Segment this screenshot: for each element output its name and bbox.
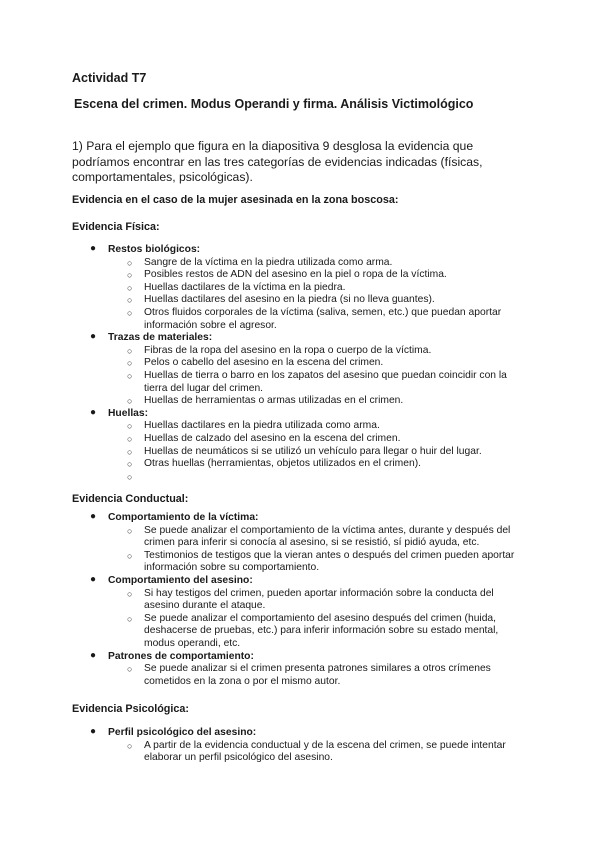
circle-bullet-icon: ○	[127, 270, 133, 281]
intro-paragraph: 1) Para el ejemplo que figura en la diapositiva 9 desglosa la evidencia que podríamos encontrar en las tres categorías de evidencias indicadas (físicas, comportamentales, psicológicas).	[72, 139, 483, 184]
item-text: Huellas dactilares en la piedra utilizada como arma.	[144, 420, 380, 432]
list-item	[72, 458, 528, 471]
item-text: Otras huellas (herramientas, objetos utilizados en el crimen).	[144, 458, 421, 470]
fisica-list	[72, 244, 528, 483]
circle-bullet-icon: ○	[127, 307, 133, 318]
list-item	[72, 433, 528, 446]
list-item	[72, 420, 528, 433]
circle-bullet-icon: ○	[127, 433, 133, 444]
conductual-list	[72, 512, 528, 688]
circle-bullet-icon: ○	[127, 613, 133, 624]
circle-bullet-icon: ○	[127, 421, 133, 432]
list-item	[72, 294, 528, 307]
list-item	[72, 370, 528, 395]
group-label: Comportamiento de la víctima:	[108, 512, 259, 523]
list-item	[72, 446, 528, 459]
circle-bullet-icon: ○	[127, 396, 133, 407]
circle-bullet-icon: ○	[127, 550, 133, 561]
list-item	[72, 740, 528, 765]
item-text: Posibles restos de ADN del asesino en la piel o ropa de la víctima.	[144, 269, 447, 281]
circle-bullet-icon: ○	[127, 740, 133, 751]
list-item	[72, 269, 528, 282]
list-item	[72, 550, 528, 575]
item-text: Otros fluidos corporales de la víctima (saliva, semen, etc.) que puedan aportar información sobre el agresor.	[144, 306, 502, 331]
fisica-heading: Evidencia Física:	[72, 221, 160, 233]
bullet-icon: ●	[90, 649, 97, 661]
item-text: Huellas de tierra o barro en los zapatos del asesino que puedan coincidir con la tierra del lugar del crimen.	[144, 369, 507, 394]
circle-bullet-icon: ○	[127, 588, 133, 599]
list-group	[72, 512, 528, 525]
list-item	[72, 307, 528, 332]
bullet-icon: ●	[90, 331, 97, 343]
group-label: Perfil psicológico del asesino:	[108, 727, 257, 738]
item-text: Sangre de la víctima en la piedra utilizada como arma.	[144, 256, 393, 268]
case-heading: Evidencia en el caso de la mujer asesinada en la zona boscosa:	[72, 194, 399, 206]
list-item	[72, 588, 528, 613]
group-label: Restos biológicos:	[108, 244, 201, 255]
circle-bullet-icon: ○	[127, 459, 133, 470]
item-text: Fibras de la ropa del asesino en la ropa o cuerpo de la víctima.	[144, 344, 432, 356]
bullet-icon: ●	[90, 726, 97, 737]
list-group	[72, 727, 528, 740]
item-text: Huellas dactilares del asesino en la piedra (si no lleva guantes).	[144, 294, 435, 306]
list-item	[72, 357, 528, 370]
group-label: Comportamiento del asesino:	[108, 574, 253, 586]
item-text: A partir de la evidencia conductual y de la escena del crimen, se puede intentar elaborar un perfil psicológico del asesino.	[144, 739, 506, 764]
item-text: Huellas de neumáticos si se utilizó un vehículo para llegar o huir del lugar.	[144, 445, 482, 457]
item-text: Se puede analizar el comportamiento del asesino después del crimen (huida, deshacerse de pruebas, etc.) para inferir información sobre su estado mental, modus operandi, etc.	[144, 612, 499, 649]
item-text: Pelos o cabello del asesino en la escena del crimen.	[144, 357, 384, 369]
bullet-icon: ●	[90, 511, 97, 522]
group-label: Huellas:	[108, 407, 149, 419]
bullet-icon: ●	[90, 243, 97, 254]
item-text: Se puede analizar el comportamiento de la víctima antes, durante y después del crimen para inferir si conocía al asesino, si se resistió, sí pidió ayuda, etc.	[144, 524, 511, 549]
list-item	[72, 471, 528, 484]
circle-bullet-icon: ○	[127, 370, 133, 381]
psicologica-heading: Evidencia Psicológica:	[72, 703, 190, 715]
item-text: Si hay testigos del crimen, pueden aportar información sobre la conducta del asesino durante el ataque.	[144, 587, 494, 612]
list-item	[72, 395, 528, 408]
circle-bullet-icon: ○	[127, 345, 133, 356]
circle-bullet-icon: ○	[127, 257, 133, 268]
list-item	[72, 257, 528, 270]
group-label: Trazas de materiales:	[108, 332, 213, 344]
bullet-icon: ●	[90, 406, 97, 418]
list-group	[72, 575, 528, 588]
item-text	[144, 471, 147, 482]
item-text: Huellas de herramientas o armas utilizadas en el crimen.	[144, 395, 404, 407]
circle-bullet-icon: ○	[127, 295, 133, 306]
doc-subtitle: Escena del crimen. Modus Operandi y firma. Análisis Victimológico	[74, 97, 474, 111]
bullet-icon: ●	[90, 573, 97, 585]
list-item	[72, 345, 528, 358]
item-text: Testimonios de testigos que la vieran antes o después del crimen pueden aportar información sobre su comportamiento.	[144, 549, 515, 574]
list-group	[72, 332, 528, 345]
list-group	[72, 408, 528, 421]
psicologica-list	[72, 727, 528, 765]
circle-bullet-icon: ○	[127, 664, 133, 675]
circle-bullet-icon: ○	[127, 446, 133, 457]
item-text: Huellas de calzado del asesino en la escena del crimen.	[144, 432, 401, 444]
doc-title: Actividad T7	[72, 71, 147, 85]
list-group	[72, 244, 528, 257]
item-text: Huellas dactilares de la víctima en la piedra.	[144, 281, 346, 293]
group-label: Patrones de comportamiento:	[108, 650, 254, 662]
circle-bullet-icon: ○	[127, 525, 133, 536]
list-group	[72, 651, 528, 664]
circle-bullet-icon: ○	[127, 282, 133, 293]
circle-bullet-icon: ○	[127, 358, 133, 369]
item-text: Se puede analizar si el crimen presenta patrones similares a otros crímenes cometidos en la zona o por el mismo autor.	[144, 663, 491, 687]
list-item	[72, 663, 528, 688]
list-item	[72, 282, 528, 295]
list-item	[72, 525, 528, 550]
list-item	[72, 613, 528, 651]
conductual-heading: Evidencia Conductual:	[72, 493, 189, 505]
circle-bullet-icon: ○	[127, 471, 133, 482]
